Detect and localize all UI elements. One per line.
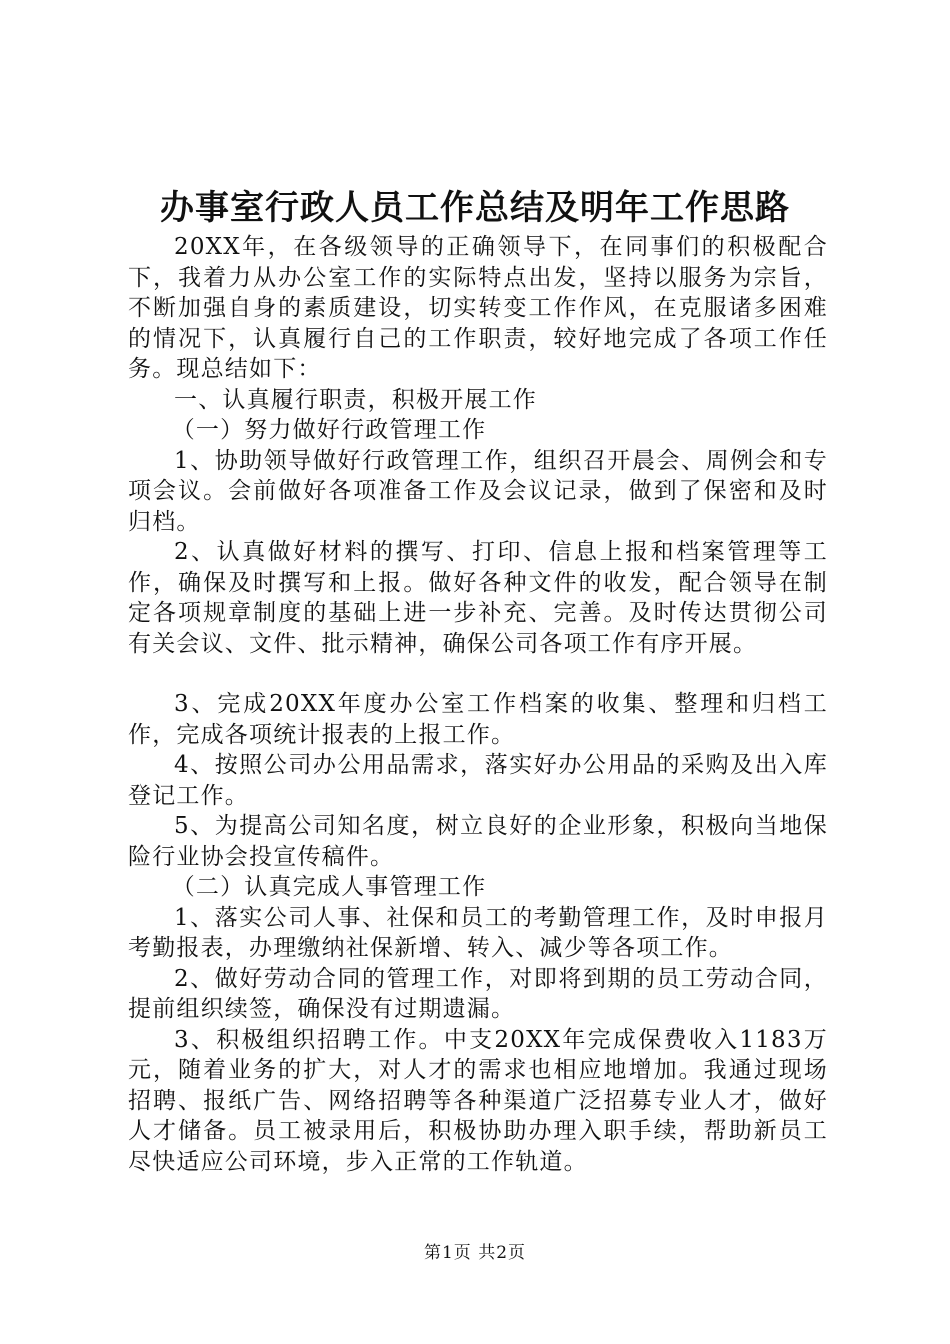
subsection-heading: （二）认真完成人事管理工作 — [171, 874, 487, 900]
list-item: 5、为提高公司知名度，树立良好的企业形象，积极向当地保险行业协会投宣传稿件。 — [128, 813, 828, 870]
subsection-heading: （一）努力做好行政管理工作 — [171, 417, 487, 443]
paragraph-gap — [128, 659, 828, 689]
list-item: 3、积极组织招聘工作。中支20XX年完成保费收入1183万元，随着业务的扩大，对人才的需求也相应地增加。我通过现场招聘、报纸广告、网络招聘等各种渠道广泛招募专业人才，做好人才储备。员工被录用后，积极协助办理入职手续，帮助新员工尽快适应公司环境，步入正常的工作轨道。 — [128, 1026, 828, 1175]
list-item: 1、协助领导做好行政管理工作，组织召开晨会、周例会和专项会议。会前做好各项准备工作及会议记录，做到了保密和及时归档。 — [128, 447, 828, 535]
document-body — [128, 232, 828, 1177]
list-item: 1、落实公司人事、社保和员工的考勤管理工作，及时申报月考勤报表，办理缴纳社保新增、转入、减少等各项工作。 — [128, 904, 828, 961]
document-title: 办事室行政人员工作总结及明年工作思路 — [160, 188, 790, 228]
list-item: 3、完成20XX年度办公室工作档案的收集、整理和归档工作，完成各项统计报表的上报工作。 — [128, 691, 828, 748]
list-item: 2、做好劳动合同的管理工作，对即将到期的员工劳动合同，提前组织续签，确保没有过期遗漏。 — [128, 965, 828, 1022]
intro-paragraph: 20XX年，在各级领导的正确领导下，在同事们的积极配合下，我着力从办公室工作的实际特点出发，坚持以服务为宗旨，不断加强自身的素质建设，切实转变工作作风，在克服诸多困难的情况下，认真履行自己的工作职责，较好地完成了各项工作任务。现总结如下： — [128, 234, 828, 382]
page-footer: 第1页 共2页 — [423, 1243, 527, 1263]
list-item: 2、认真做好材料的撰写、打印、信息上报和档案管理等工作，确保及时撰写和上报。做好各种文件的收发，配合领导在制定各项规章制度的基础上进一步补充、完善。及时传达贯彻公司有关会议、文件、批示精神，确保公司各项工作有序开展。 — [128, 539, 828, 657]
list-item: 4、按照公司办公用品需求，落实好办公用品的采购及出入库登记工作。 — [128, 752, 828, 809]
section-heading: 一、认真履行职责，积极开展工作 — [174, 386, 537, 413]
